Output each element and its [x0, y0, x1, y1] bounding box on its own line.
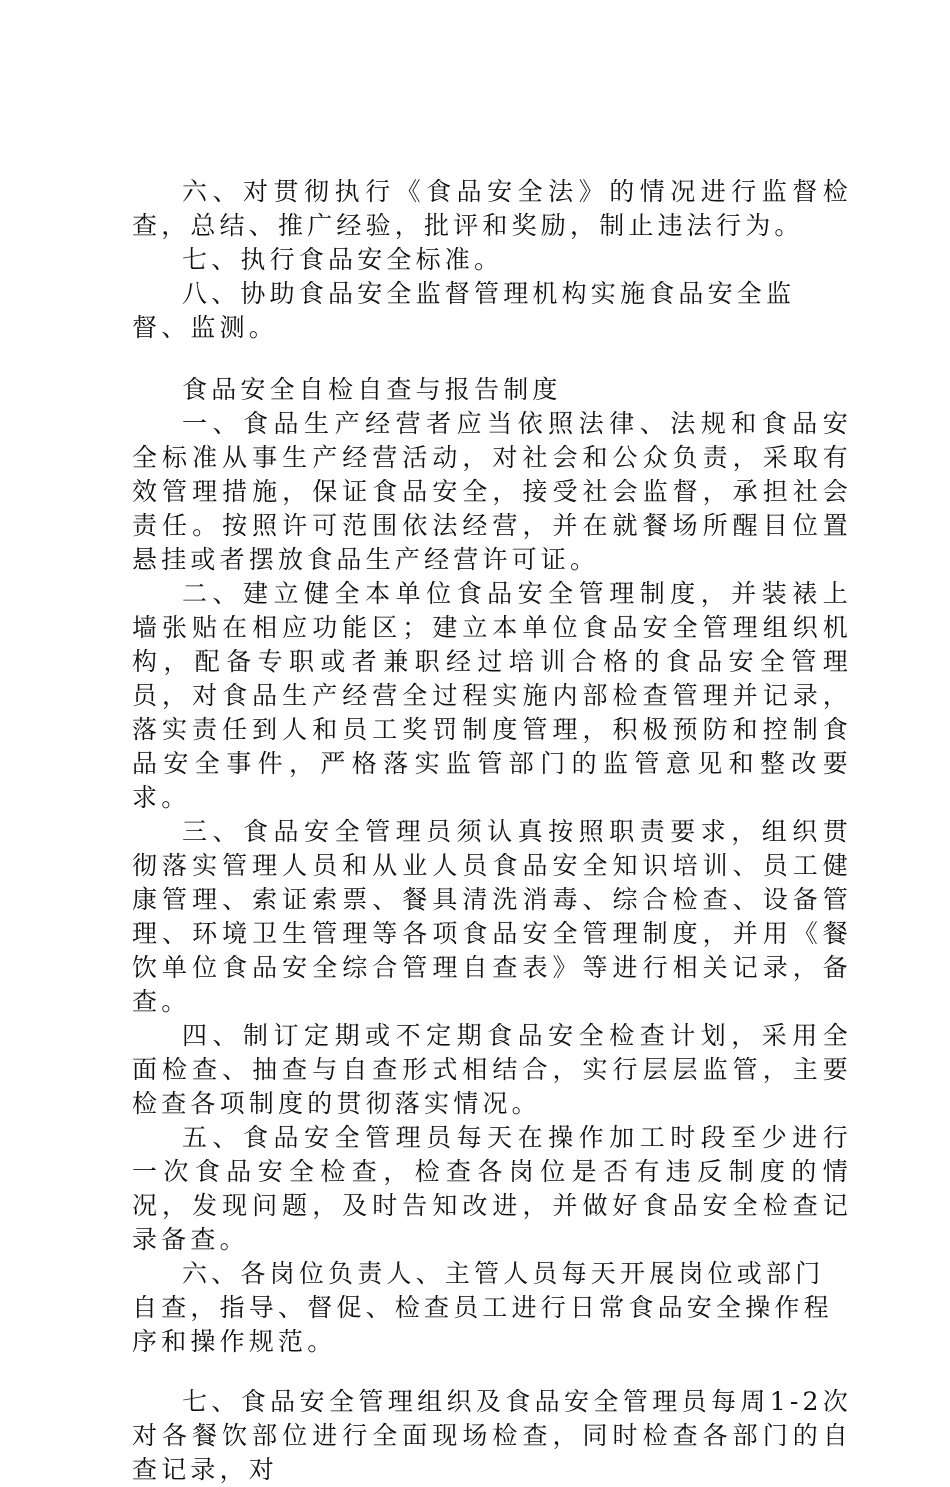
clause-3: 三、食品安全管理员须认真按照职责要求，组织贯彻落实管理人员和从业人员食品安全知识培训、员工健康管理、索证索票、餐具清洗消毒、综合检查、设备管理、环境卫生管理等各项食品安全管理制度，并用《餐饮单位食品安全综合管理自查表》等进行相关记录，备查。: [132, 817, 852, 1016]
clause-7: 七、食品安全管理组织及食品安全管理员每周1-2次对各餐饮部位进行全面现场检查，同时检查各部门的自查记录，对: [132, 1387, 852, 1484]
paragraph-8: 八、协助食品安全监督管理机构实施食品安全监督、监测。: [132, 279, 796, 342]
paragraph-6: 六、对贯彻执行《食品安全法》的情况进行监督检查，总结、推广经验，批评和奖励，制止违法行为。: [132, 177, 852, 240]
clause-6: 六、各岗位负责人、主管人员每天开展岗位或部门自查，指导、督促、检查员工进行日常食品安全操作程序和操作规范。: [132, 1259, 833, 1356]
section-title: 食品安全自检自查与报告制度: [182, 375, 562, 404]
document-body: [132, 175, 852, 1487]
clause-2: 二、建立健全本单位食品安全管理制度，并装裱上墙张贴在相应功能区；建立本单位食品安全管理组织机构，配备专职或者兼职经过培训合格的食品安全管理员，对食品生产经营全过程实施内部检查管理并记录，落实责任到人和员工奖罚制度管理，积极预防和控制食品安全事件，严格落实监管部门的监管意见和整改要求。: [132, 579, 852, 812]
clause-1: 一、食品生产经营者应当依照法律、法规和食品安全标准从事生产经营活动，对社会和公众负责，采取有效管理措施，保证食品安全，接受社会监督，承担社会责任。按照许可范围依法经营，并在就餐场所醒目位置悬挂或者摆放食品生产经营许可证。: [132, 409, 852, 574]
paragraph-7: 七、执行食品安全标准。: [182, 245, 504, 274]
clause-5: 五、食品安全管理员每天在操作加工时段至少进行一次食品安全检查，检查各岗位是否有违反制度的情况，发现问题，及时告知改进，并做好食品安全检查记录备查。: [132, 1123, 852, 1254]
paragraph-spacer: [132, 345, 852, 373]
paragraph-spacer: [132, 1359, 852, 1385]
clause-4: 四、制订定期或不定期食品安全检查计划，采用全面检查、抽查与自查形式相结合，实行层层监管，主要检查各项制度的贯彻落实情况。: [132, 1021, 852, 1118]
